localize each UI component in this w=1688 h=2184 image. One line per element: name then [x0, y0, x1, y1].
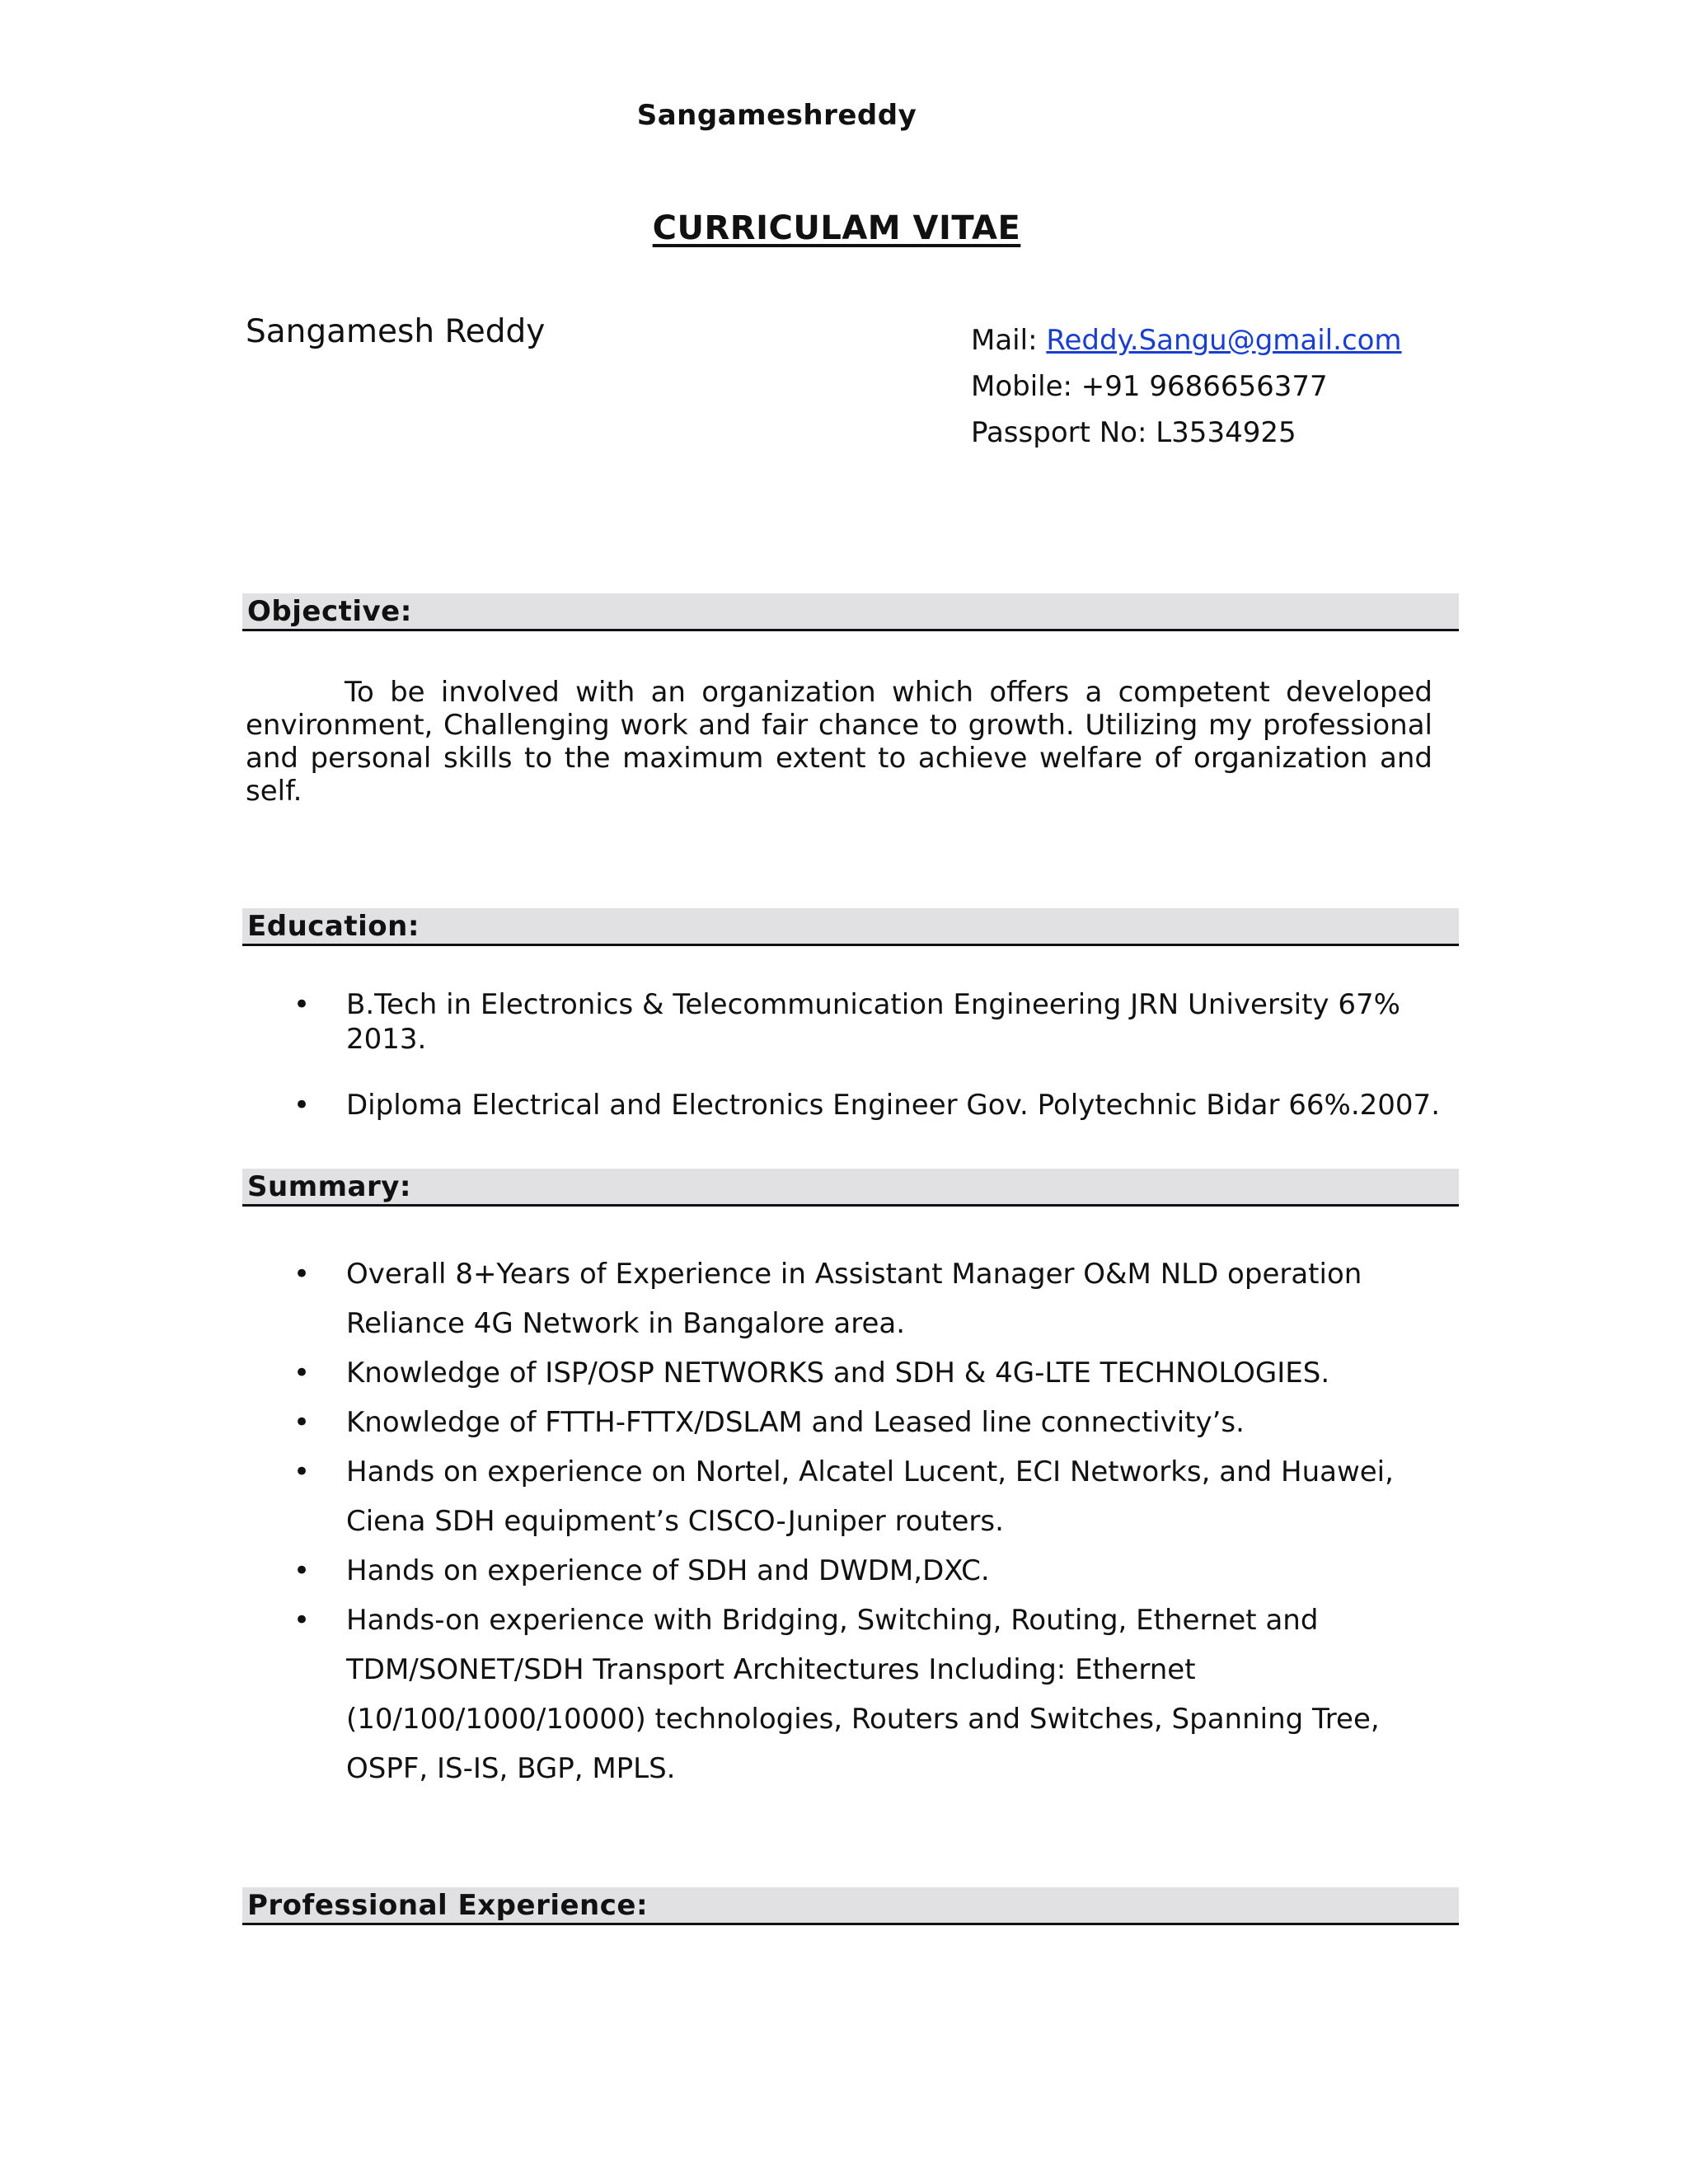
- mobile-number: Mobile: +91 9686656377: [971, 370, 1328, 403]
- education-heading: Education:: [247, 910, 420, 943]
- list-item: [246, 1348, 1449, 1398]
- list-item: [246, 987, 1449, 1057]
- bullet-icon: •: [293, 988, 311, 1021]
- header-name: Sangameshreddy: [636, 99, 917, 132]
- education-section-header: [242, 908, 1459, 946]
- email-label: Mail:: [971, 324, 1038, 357]
- bullet-icon: •: [293, 1406, 311, 1439]
- summary-section-header: [242, 1169, 1459, 1207]
- summary-heading: Summary:: [247, 1170, 412, 1203]
- bullet-icon: •: [293, 1089, 311, 1122]
- experience-section-header: [242, 1887, 1459, 1925]
- bullet-icon: •: [293, 1357, 311, 1390]
- objective-section-header: [242, 593, 1459, 631]
- summary-list: [246, 1249, 1449, 1793]
- list-item: [246, 1398, 1449, 1447]
- bullet-icon: •: [293, 1554, 311, 1587]
- bullet-icon: •: [293, 1604, 311, 1637]
- summary-item-text: Hands-on experience with Bridging, Switching, Routing, Ethernet and TDM/SONET/SDH Transport Architectures Including: Ethernet (10/100/1000/10000) technologies, Routers and Switches, Spanning Tree, OSPF, IS-IS, BGP, MPLS.: [346, 1604, 1380, 1785]
- list-item: [246, 1249, 1449, 1348]
- email-row: [971, 317, 1402, 363]
- summary-item-text: Hands on experience on Nortel, Alcatel Lucent, ECI Networks, and Huawei, Ciena SDH equipment’s CISCO-Juniper routers.: [346, 1455, 1394, 1538]
- summary-item-text: Knowledge of ISP/OSP NETWORKS and SDH & 4G-LTE TECHNOLOGIES.: [346, 1357, 1330, 1390]
- candidate-name: Sangamesh Reddy: [246, 313, 546, 350]
- email-link[interactable]: Reddy.Sangu@gmail.com: [1046, 324, 1402, 357]
- passport-number: Passport No: L3534925: [971, 416, 1296, 449]
- summary-item-text: Overall 8+Years of Experience in Assistant Manager O&M NLD operation Reliance 4G Network in Bangalore area.: [346, 1258, 1362, 1340]
- list-item: [246, 1447, 1449, 1546]
- summary-item-text: Knowledge of FTTH-FTTX/DSLAM and Leased line connectivity’s.: [346, 1406, 1245, 1439]
- objective-text: To be involved with an organization which offers a competent developed environment, Challenging work and fair chance to growth. Utilizing my professional and personal skills to the maximum extent to achieve welfare of organization and self.: [246, 676, 1432, 808]
- list-item: [246, 1088, 1449, 1122]
- objective-heading: Objective:: [247, 595, 412, 628]
- list-item: [246, 1596, 1449, 1793]
- bullet-icon: •: [293, 1455, 311, 1488]
- document-title: CURRICULAM VITAE: [652, 209, 1021, 247]
- education-item-text: B.Tech in Electronics & Telecommunication Engineering JRN University 67% 2013.: [346, 988, 1400, 1056]
- summary-item-text: Hands on experience of SDH and DWDM,DXC.: [346, 1554, 990, 1587]
- contact-block: [971, 317, 1402, 456]
- education-list: [246, 987, 1449, 1154]
- bullet-icon: •: [293, 1258, 311, 1291]
- list-item: [246, 1546, 1449, 1596]
- education-item-text: Diploma Electrical and Electronics Engineer Gov. Polytechnic Bidar 66%.2007.: [346, 1089, 1440, 1122]
- experience-heading: Professional Experience:: [247, 1889, 649, 1922]
